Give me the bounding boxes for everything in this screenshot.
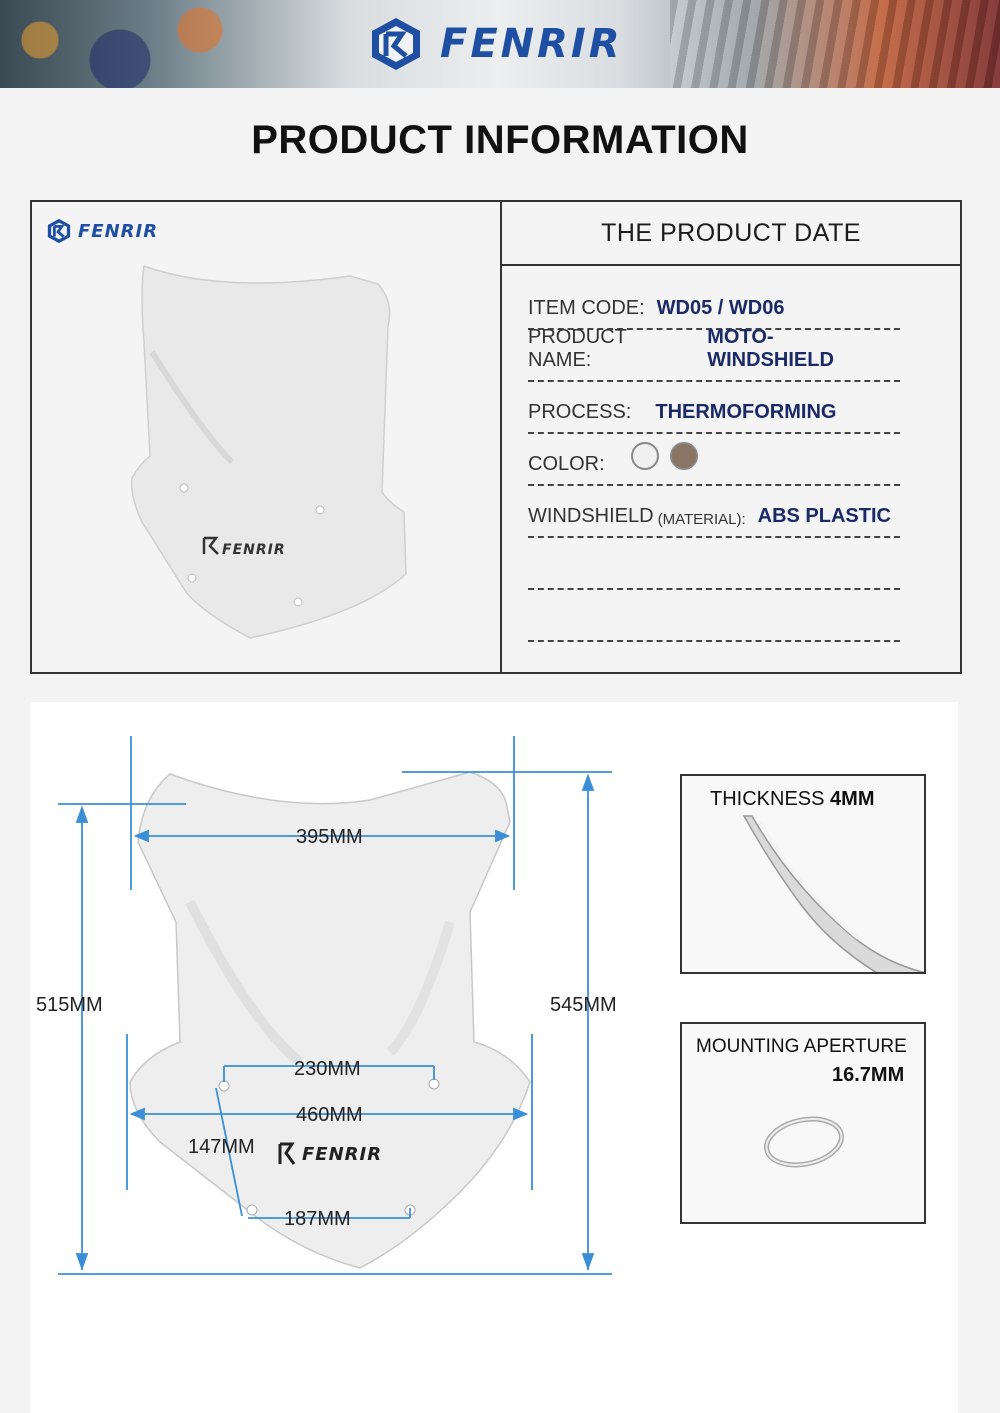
windshield-brand: FENRIR: [222, 542, 286, 558]
item-code-row: [528, 278, 900, 330]
aperture-detail-box: [680, 1022, 926, 1224]
color-swatch-clear: [631, 442, 659, 470]
item-code-value: WD05 / WD06: [656, 297, 785, 319]
aperture-ring-photo: [682, 1024, 926, 1224]
thickness-value: 4MM: [830, 788, 875, 810]
brand-logo: [368, 16, 623, 72]
item-code-label: ITEM CODE:: [528, 297, 645, 319]
product-info-table: [30, 200, 962, 674]
process-label: PROCESS:: [528, 401, 632, 423]
thickness-detail-box: [680, 774, 926, 974]
process-value: THERMOFORMING: [655, 401, 837, 423]
material-sublabel: (MATERIAL):: [657, 511, 746, 528]
bottom-width-label: 460MM: [296, 1104, 363, 1126]
thickness-label: [710, 788, 874, 811]
color-swatch-smoke: [670, 442, 698, 470]
process-row: [528, 382, 900, 434]
color-label: COLOR:: [528, 453, 605, 475]
thickness-label-text: THICKNESS: [710, 788, 825, 810]
top-width-label: 395MM: [296, 826, 363, 848]
brand-name: FENRIR: [440, 21, 623, 67]
material-value: ABS PLASTIC: [757, 505, 891, 527]
product-name-label: PRODUCT NAME:: [528, 326, 627, 371]
page-title: PRODUCT INFORMATION: [251, 118, 749, 162]
product-data-cell: [502, 202, 960, 672]
material-row: [528, 486, 900, 538]
empty-row: [528, 590, 900, 642]
fenrir-logo-icon: [368, 16, 424, 72]
product-name-row: [528, 326, 900, 382]
left-height-label: 515MM: [36, 994, 103, 1016]
empty-row: [528, 538, 900, 590]
aperture-label: MOUNTING APERTURE: [696, 1036, 907, 1057]
product-data-heading: THE PRODUCT DATE: [502, 202, 960, 266]
dimension-panel: [30, 702, 958, 1413]
upper-holes-label: 230MM: [294, 1058, 361, 1080]
color-row: [528, 434, 900, 486]
header-banner: [0, 0, 1000, 88]
aperture-value: 16.7MM: [832, 1064, 905, 1086]
hole-vertical-label: 147MM: [188, 1136, 255, 1158]
material-label: WINDSHIELD: [528, 505, 654, 527]
product-name-value: MOTO-WINDSHIELD: [707, 326, 834, 371]
lower-holes-label: 187MM: [284, 1208, 351, 1230]
shield-brand: FENRIR: [302, 1144, 383, 1165]
brand-name: FENRIR: [78, 220, 159, 242]
color-swatches: [625, 442, 699, 476]
windshield-photo: [32, 202, 500, 672]
right-height-label: 545MM: [550, 994, 617, 1016]
product-photo-cell: [32, 202, 502, 672]
